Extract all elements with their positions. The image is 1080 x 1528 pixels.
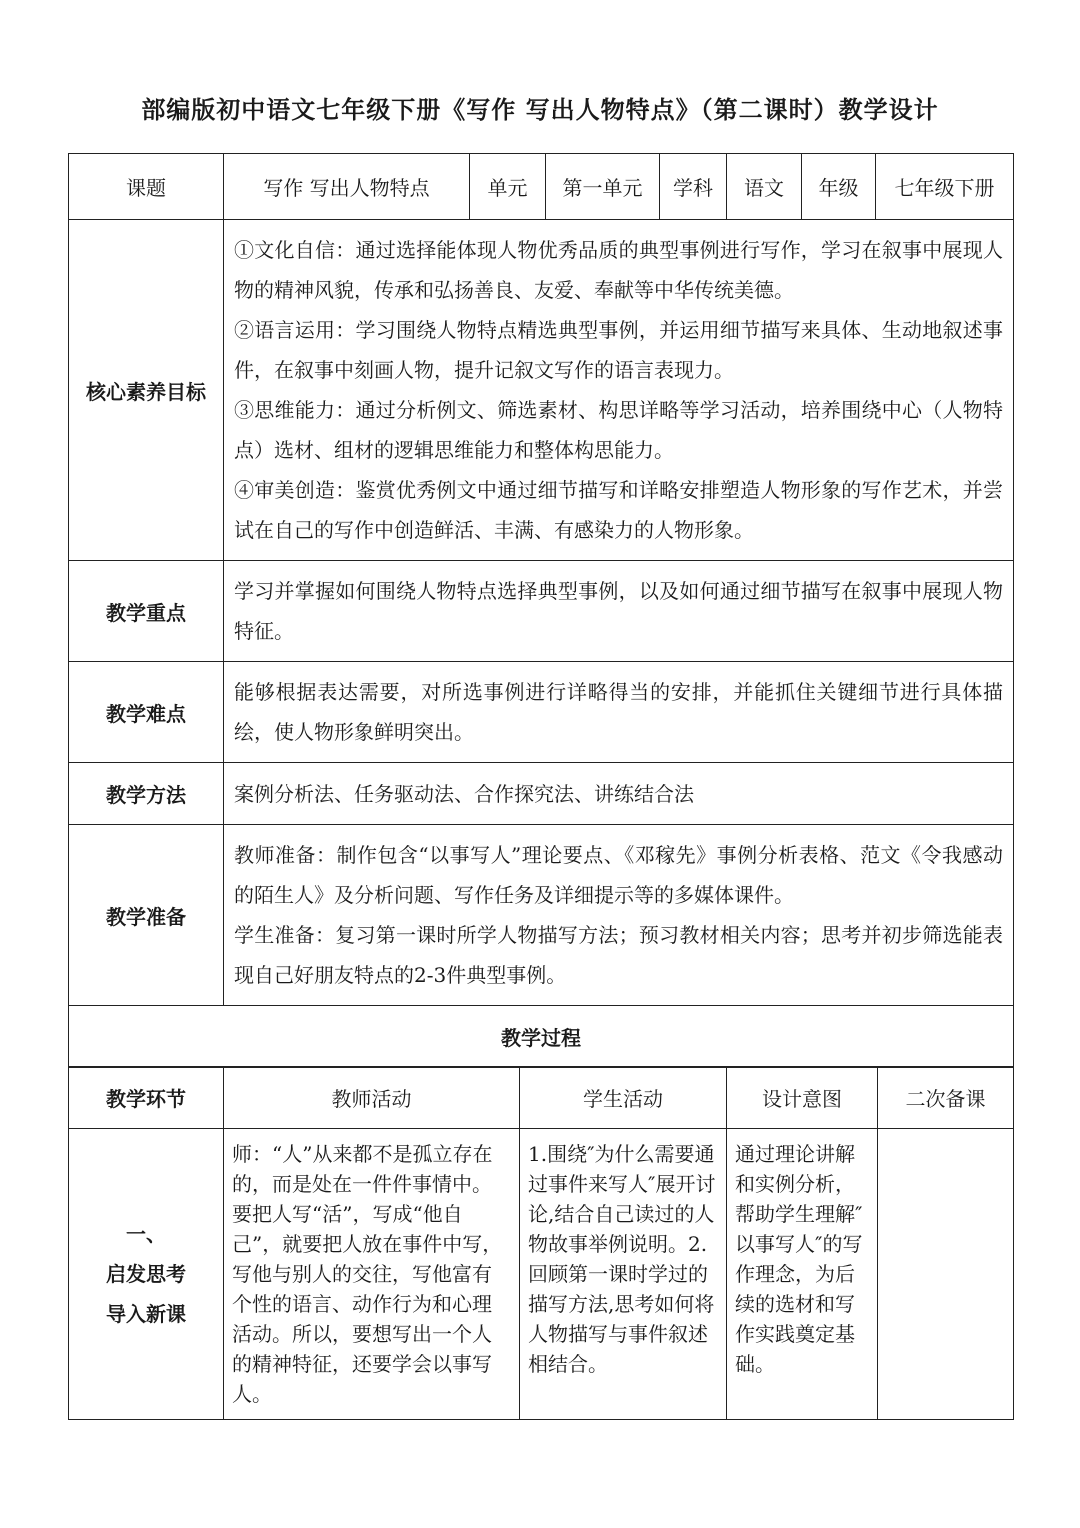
goal-item: ④审美创造：鉴赏优秀例文中通过细节描写和详略安排塑造人物形象的写作艺术，并尝试在自己的写作中创造鲜活、丰满、有感染力的人物形象。 (234, 478, 1003, 542)
goals-row (69, 220, 1014, 561)
design-intent: 通过理论讲解和实例分析，帮助学生理解″以事写人″的写作理念，为后续的选材和写作实践奠定基础。 (727, 1129, 878, 1420)
method-label: 教学方法 (69, 763, 224, 825)
col-intent: 设计意图 (727, 1067, 878, 1129)
col-stage: 教学环节 (69, 1067, 224, 1129)
table-row (69, 1129, 1014, 1420)
topic-label: 课题 (69, 154, 224, 220)
teacher-prep: 教师准备：制作包含“以事写人”理论要点、《邓稼先》事例分析表格、范文《令我感动的陌生人》及分析问题、写作任务及详细提示等的多媒体课件。 (234, 843, 1003, 907)
stage-line1: 启发思考 (106, 1262, 186, 1286)
unit-label: 单元 (470, 154, 546, 220)
unit-value: 第一单元 (546, 154, 660, 220)
process-columns-row (69, 1067, 1014, 1129)
goals-label: 核心素养目标 (69, 220, 224, 561)
col-student: 学生活动 (520, 1067, 727, 1129)
method-text: 案例分析法、任务驱动法、合作探究法、讲练结合法 (224, 763, 1014, 825)
process-heading: 教学过程 (69, 1006, 1014, 1068)
col-teacher: 教师活动 (224, 1067, 520, 1129)
goal-item: ③思维能力：通过分析例文、筛选素材、构思详略等学习活动，培养围绕中心（人物特点）选材、组材的逻辑思维能力和整体构思能力。 (234, 398, 1003, 462)
preparation-row (69, 825, 1014, 1006)
grade-label: 年级 (802, 154, 876, 220)
second-prep (878, 1129, 1014, 1420)
teacher-activity: 师：“人”从来都不是孤立存在的，而是处在一件件事情中。要把人写“活”，写成“他自己”，就要把人放在事件中写，写他与别人的交往，写他富有个性的语言、动作行为和心理活动。所以，要想写出一个人的精神特征，还要学会以事写人。 (224, 1129, 520, 1420)
topic-value: 写作 写出人物特点 (224, 154, 470, 220)
preparation-label: 教学准备 (69, 825, 224, 1006)
student-activity: 1.围绕″为什么需要通过事件来写人″展开讨论,结合自己读过的人物故事举例说明。2.回顾第一课时学过的描写方法,思考如何将人物描写与事件叙述相结合。 (520, 1129, 727, 1420)
lesson-plan-table (68, 153, 1014, 1068)
method-row (69, 763, 1014, 825)
goals-content (224, 220, 1014, 561)
key-point-row (69, 561, 1014, 662)
process-heading-row (69, 1006, 1014, 1068)
key-point-text: 学习并掌握如何围绕人物特点选择典型事例，以及如何通过细节描写在叙事中展现人物特征。 (224, 561, 1014, 662)
grade-value: 七年级下册 (876, 154, 1014, 220)
difficulty-text: 能够根据表达需要，对所选事例进行详略得当的安排，并能抓住关键细节进行具体描绘，使人物形象鲜明突出。 (224, 662, 1014, 763)
stage-line2: 导入新课 (106, 1302, 186, 1326)
goal-item: ①文化自信：通过选择能体现人物优秀品质的典型事例进行写作，学习在叙事中展现人物的精神风貌，传承和弘扬善良、友爱、奉献等中华传统美德。 (234, 238, 1003, 302)
subject-value: 语文 (727, 154, 802, 220)
page-title: 部编版初中语文七年级下册《写作 写出人物特点》（第二课时）教学设计 (141, 95, 939, 124)
col-backup: 二次备课 (878, 1067, 1014, 1129)
preparation-content (224, 825, 1014, 1006)
key-point-label: 教学重点 (69, 561, 224, 662)
difficulty-label: 教学难点 (69, 662, 224, 763)
subject-label: 学科 (660, 154, 727, 220)
header-row (69, 154, 1014, 220)
goal-item: ②语言运用：学习围绕人物特点精选典型事例，并运用细节描写来具体、生动地叙述事件，在叙事中刻画人物，提升记叙文写作的语言表现力。 (234, 318, 1003, 382)
stage-num: 一、 (126, 1222, 166, 1246)
student-prep: 学生准备：复习第一课时所学人物描写方法；预习教材相关内容；思考并初步筛选能表现自己好朋友特点的2-3件典型事例。 (234, 923, 1003, 987)
process-table (68, 1066, 1014, 1420)
stage-cell (69, 1129, 224, 1420)
difficulty-row (69, 662, 1014, 763)
